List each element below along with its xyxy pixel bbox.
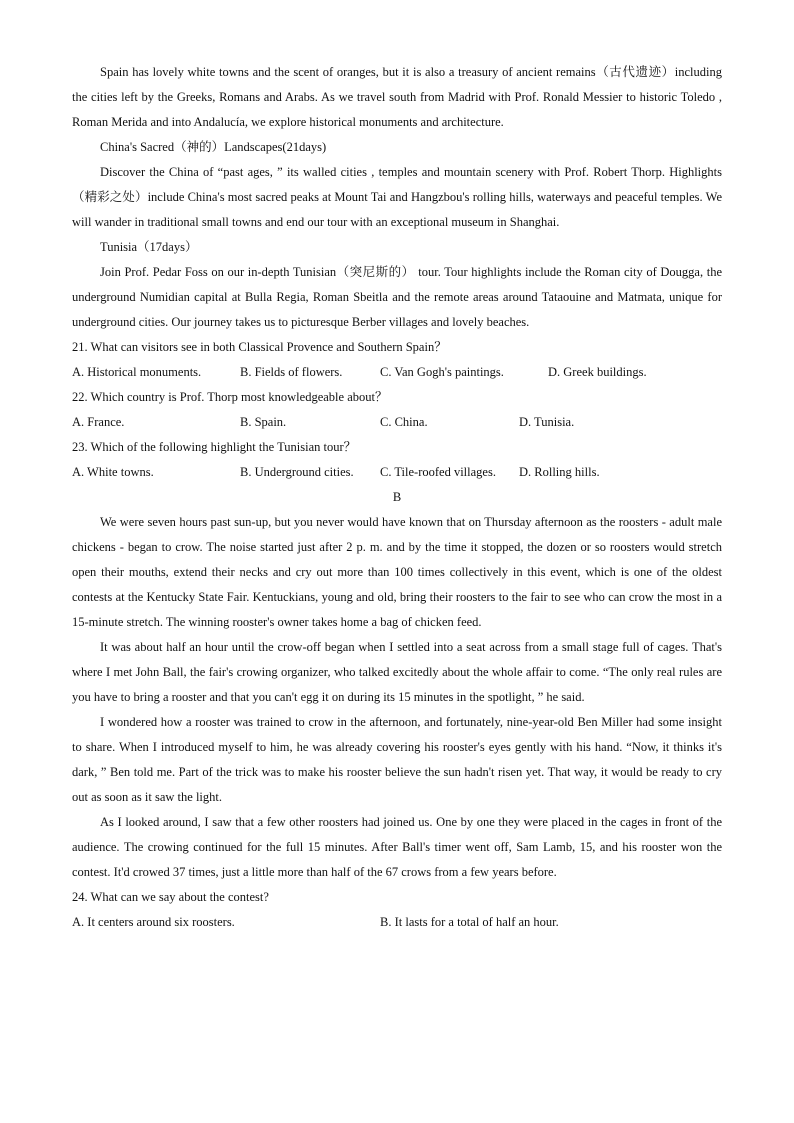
heading-china-tour: China's Sacred（神的）Landscapes(21days) <box>100 140 327 154</box>
option-d: D. Rolling hills. <box>519 465 600 479</box>
question-23-stem: 23. Which of the following highlight the Tunisian tour？ <box>72 440 357 454</box>
option-a: A. White towns. <box>72 465 154 479</box>
option-c: C. China. <box>380 415 428 429</box>
option-a: A. France. <box>72 415 125 429</box>
heading-tunisia-tour: Tunisia（17days） <box>100 240 198 254</box>
option-b: B. Spain. <box>240 415 287 429</box>
paragraph-b3: I wondered how a rooster was trained to crow in the afternoon, and fortunately, nine-year-old Ben Miller had some insight to share. When I introduced myself to him, he was already covering his rooster's eyes gently with his hand. “Now, it thinks it's dark, ” Ben told me. Part of the trick was to make his rooster believe the sun hadn't risen yet. That way, it would be ready to cry out as soon as it saw the light. <box>72 715 722 804</box>
question-22-stem: 22. Which country is Prof. Thorp most knowledgeable about？ <box>72 390 388 404</box>
question-24-stem: 24. What can we say about the contest? <box>72 890 269 904</box>
paragraph-spain: Spain has lovely white towns and the scent of oranges, but it is also a treasury of ancient remains（古代遗迹）including the cities left by the Greeks, Romans and Arabs. As we travel south from Madrid with Prof. Ronald Messier to historic Toledo , Roman Merida and into Andalucía, we explore historical monuments and architecture. <box>72 65 722 129</box>
option-a: A. Historical monuments. <box>72 365 202 379</box>
question-22-options <box>72 410 722 435</box>
question-21-options <box>72 360 722 385</box>
paragraph-tunisia: Join Prof. Pedar Foss on our in-depth Tunisian（突尼斯的） tour. Tour highlights include the Roman city of Dougga, the underground Numidian capital at Bulla Regia, Roman Sbeitla and the remote areas around Tataouine and Matmata, unique for underground cities. Our journey takes us to picturesque Berber villages and lovely beaches. <box>72 265 722 329</box>
option-d: D. Tunisia. <box>519 415 575 429</box>
option-c: C. Van Gogh's paintings. <box>380 365 504 379</box>
option-c: C. Tile-roofed villages. <box>380 465 496 479</box>
question-21-stem: 21. What can visitors see in both Classical Provence and Southern Spain？ <box>72 340 447 354</box>
option-a: A. It centers around six roosters. <box>72 915 235 929</box>
paragraph-b4: As I looked around, I saw that a few other roosters had joined us. One by one they were placed in the cages in front of the audience. The crowing continued for the full 15 minutes. After Ball's timer went off, Sam Lamb, 15, and his rooster won the contest. It'd crowed 37 times, just a little more than half of the 67 crows from a few years before. <box>72 815 722 879</box>
question-23-options <box>72 460 722 485</box>
option-b: B. Underground cities. <box>240 465 354 479</box>
option-d: D. Greek buildings. <box>548 365 647 379</box>
option-b: B. It lasts for a total of half an hour. <box>380 915 559 929</box>
question-24-options <box>72 910 722 935</box>
paragraph-b2: It was about half an hour until the crow-off began when I settled into a seat across from a small stage full of cages. That's where I met John Ball, the fair's crowing organizer, who talked excitedly about the whole affair to come. “The only real rules are you have to bring a rooster and that you can't egg it on during its 15 minutes in the spotlight, ” he said. <box>72 640 722 704</box>
document-page <box>72 60 722 935</box>
paragraph-china: Discover the China of “past ages, ” its walled cities , temples and mountain scenery with Prof. Robert Thorp. Highlights （精彩之处）include China's most sacred peaks at Mount Tai and Hangzbou's rolling hills, waterways and peaceful temples. We will wander in traditional small towns and end our tour with an exceptional museum in Shanghai. <box>72 165 722 229</box>
option-b: B. Fields of flowers. <box>240 365 343 379</box>
paragraph-b1: We were seven hours past sun-up, but you never would have known that on Thursday afternoon as the roosters - adult male chickens - began to crow. The noise started just after 2 p. m. and by the time it stopped, the dozen or so roosters would stretch open their mouths, extend their necks and cry out more than 100 times collectively in this event, which is one of the oldest contests at the Kentucky State Fair. Kentuckians, young and old, bring their roosters to the fair to see who can crow the most in a 15-minute stretch. The winning rooster's owner takes home a bag of chicken feed. <box>72 515 722 629</box>
section-b-label: B <box>392 490 402 504</box>
